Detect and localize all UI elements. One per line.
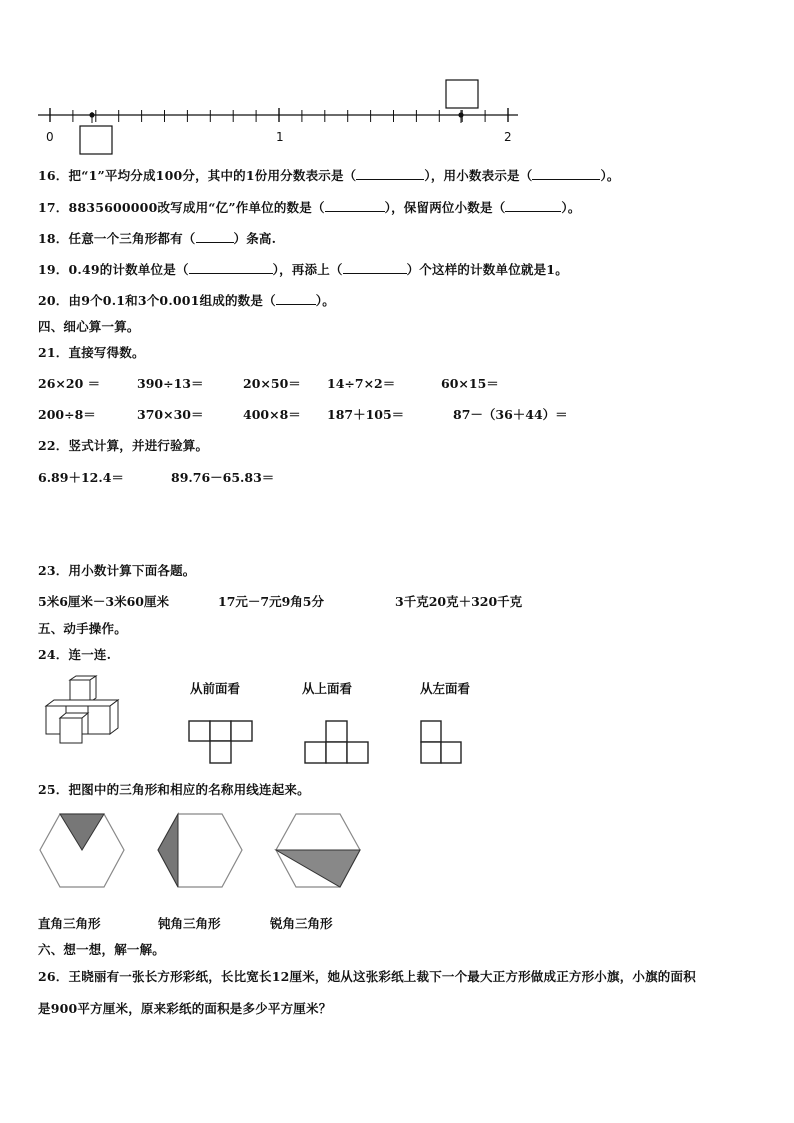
answer-blank[interactable] (196, 230, 234, 243)
number-line-label-0: 0 (46, 130, 54, 144)
question-17: 17．8835600000改写成用“亿”作单位的数是（ ），保留两位小数是（ ）。 (38, 200, 581, 215)
calc-item: 3千克20克＋320千克 (395, 594, 523, 609)
calc-item: 200÷8＝ (38, 407, 96, 422)
triangle-name-right: 直角三角形 (38, 916, 101, 931)
section-6-heading: 六、想一想，解一解。 (38, 942, 166, 957)
left-view-shape[interactable] (420, 720, 470, 770)
section-5-heading: 五、动手操作。 (38, 621, 127, 636)
calc-item: 87－（36＋44）＝ (453, 407, 568, 422)
calc-item: 17元－7元9角5分 (218, 594, 324, 609)
number-line-label-2: 2 (504, 130, 512, 144)
question-23-title: 23．用小数计算下面各题。 (38, 563, 196, 578)
hexagon-obtuse-triangle[interactable] (156, 812, 246, 892)
view-label-left: 从左面看 (420, 681, 471, 696)
calc-item: 6.89＋12.4＝ (38, 470, 124, 485)
hexagon-acute-triangle[interactable] (274, 812, 364, 892)
answer-blank[interactable] (343, 261, 407, 274)
calc-item: 89.76－65.83＝ (171, 470, 275, 485)
question-22-title: 22．竖式计算，并进行验算。 (38, 438, 209, 453)
calc-item: 60×15＝ (441, 376, 499, 391)
calc-item: 370×30＝ (137, 407, 204, 422)
answer-box-top[interactable] (446, 80, 478, 108)
calc-item: 187＋105＝ (327, 407, 405, 422)
question-21-title: 21．直接写得数。 (38, 345, 145, 360)
question-18: 18．任意一个三角形都有（ ）条高. (38, 231, 277, 246)
calc-item: 5米6厘米－3米60厘米 (38, 594, 169, 609)
calc-item: 26×20 ＝ (38, 376, 101, 391)
number-line (0, 0, 794, 160)
question-16: 16．把“1”平均分成100分，其中的1份用分数表示是（ ），用小数表示是（ ）。 (38, 168, 620, 183)
calc-item: 20×50＝ (243, 376, 301, 391)
calc-item: 390÷13＝ (137, 376, 204, 391)
answer-blank[interactable] (532, 167, 600, 180)
answer-blank[interactable] (276, 292, 316, 305)
triangle-name-acute: 锐角三角形 (270, 916, 333, 931)
question-19: 19．0.49的计数单位是（ ），再添上（ ）个这样的计数单位就是1。 (38, 262, 568, 277)
question-26-line-2: 是900平方厘米，原来彩纸的面积是多少平方厘米？ (38, 1001, 332, 1016)
number-line-label-1: 1 (276, 130, 284, 144)
question-24-title: 24．连一连. (38, 647, 112, 662)
question-25-title: 25．把图中的三角形和相应的名称用线连起来。 (38, 782, 310, 797)
answer-blank[interactable] (325, 199, 385, 212)
view-label-top: 从上面看 (302, 681, 353, 696)
section-4-heading: 四、细心算一算。 (38, 319, 140, 334)
triangle-name-obtuse: 钝角三角形 (158, 916, 221, 931)
answer-blank[interactable] (505, 199, 561, 212)
front-view-shape[interactable] (188, 720, 254, 770)
question-20: 20．由9个0.1和3个0.001组成的数是（ ）。 (38, 293, 335, 308)
answer-blank[interactable] (356, 167, 424, 180)
calc-item: 400×8＝ (243, 407, 301, 422)
hexagon-right-triangle[interactable] (38, 812, 128, 892)
answer-box-bottom[interactable] (80, 126, 112, 154)
view-label-front: 从前面看 (190, 681, 241, 696)
top-view-shape[interactable] (304, 720, 370, 770)
cube-stack-figure (40, 676, 130, 746)
calc-item: 14÷7×2＝ (327, 376, 396, 391)
question-26-line-1: 26．王晓丽有一张长方形彩纸，长比宽长12厘米，她从这张彩纸上裁下一个最大正方形做成正方形小旗，小旗的面积 (38, 969, 696, 984)
answer-blank[interactable] (189, 261, 273, 274)
